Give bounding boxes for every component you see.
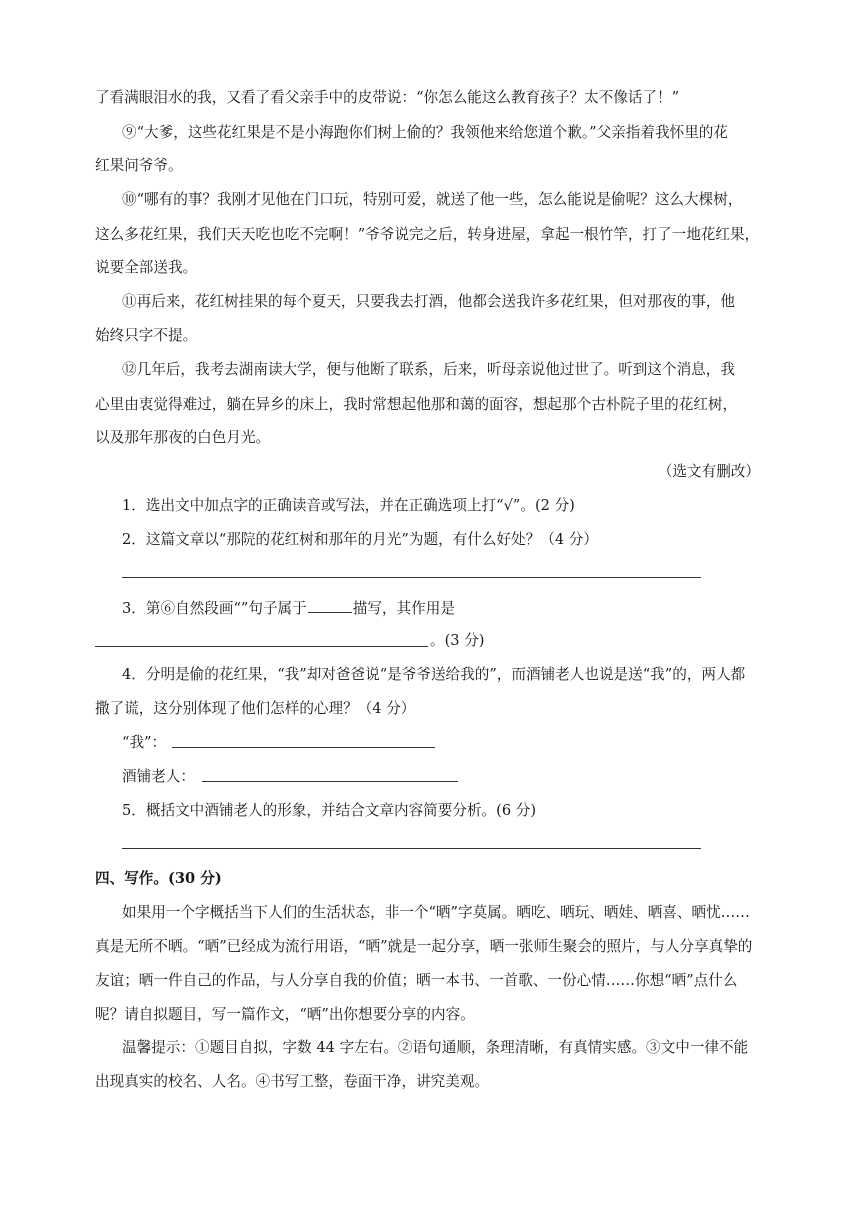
- answer-line-shopkeeper[interactable]: [202, 781, 458, 782]
- paragraph-8-tail: 了看满眼泪水的我，又看了看父亲手中的皮带说：“你怎么能这么教育孩子？太不像话了！”: [95, 89, 680, 106]
- question-1: 1．选出文中加点字的正确读音或写法，并在正确选项上打“√”。(2 分): [122, 497, 575, 514]
- paragraph-11-line-2: 始终只字不提。: [95, 327, 198, 344]
- section-heading-writing: 四、写作。(30 分): [95, 870, 222, 887]
- question-5: 5．概括文中酒铺老人的形象，并结合文章内容简要分析。(6 分): [122, 802, 537, 819]
- writing-prompt-line-3: 友谊；晒一件自己的作品，与人分享自我的价值；晒一本书、一首歌、一份心情……你想“晒”点什么: [95, 972, 738, 989]
- answer-blank-q3[interactable]: [308, 598, 352, 613]
- question-3-prefix: 3．第⑥自然段画“”句子属于: [122, 600, 307, 617]
- answer-label-me: “我”：: [122, 734, 167, 751]
- paragraph-12-line-3: 以及那年那夜的白色月光。: [95, 429, 271, 446]
- answer-line-me[interactable]: [172, 747, 435, 748]
- paragraph-12-line-1: ⑫几年后，我考去湖南读大学，便与他断了联系，后来，听母亲说他过世了。听到这个消息，我: [122, 361, 735, 378]
- question-4-line-2: 撒了谎，这分别体现了他们怎样的心理？（4 分）: [95, 700, 416, 717]
- paragraph-9-line-1: ⑨“大爹，这些花红果是不是小海跑你们树上偷的？我领他来给您道个歉。”父亲指着我怀里的花: [122, 124, 728, 141]
- question-3-suffix: 描写，其作用是: [352, 600, 455, 617]
- answer-label-shopkeeper: 酒铺老人：: [122, 768, 195, 785]
- writing-prompt-line-1: 如果用一个字概括当下人们的生活状态，非一个“晒”字莫属。晒吃、晒玩、晒娃、晒喜、晒忧……: [122, 904, 750, 921]
- paragraph-9-line-2: 红果问爷爷。: [95, 157, 183, 174]
- paragraph-10-line-2: 这么多花红果，我们天天吃也吃不完啊！”爷爷说完之后，转身进屋，拿起一根竹竿，打了一地花红果，: [95, 226, 760, 243]
- question-3: [122, 598, 455, 619]
- writing-prompt-line-4: 呢？请自拟题目，写一篇作文，“晒”出你想要分享的内容。: [95, 1006, 475, 1023]
- paragraph-10-line-1: ⑩“哪有的事？我刚才见他在门口玩，特别可爱，就送了他一些，怎么能说是偷呢？这么大棵树，: [122, 191, 743, 208]
- writing-tips-line-2: 出现真实的校名、人名。④书写工整，卷面干净，讲究美观。: [95, 1073, 490, 1090]
- paragraph-10-line-3: 说要全部送我。: [95, 259, 198, 276]
- question-3-score: 。(3 分): [430, 632, 485, 649]
- source-note: （选文有删改）: [657, 463, 760, 480]
- answer-line-q5[interactable]: [122, 848, 701, 849]
- question-4-line-1: 4．分明是偷的花红果，“我”却对爸爸说“是爷爷送给我的”，而酒铺老人也说是送“我”的，两人都: [122, 666, 746, 683]
- paragraph-11-line-1: ⑪再后来，花红树挂果的每个夏天，只要我去打酒，他都会送我许多花红果，但对那夜的事，他: [122, 293, 735, 310]
- answer-line-q3[interactable]: [95, 646, 428, 647]
- writing-tips-line-1: 温馨提示：①题目自拟，字数 44 字左右。②语句通顺，条理清晰，有真情实感。③文中一律不能: [122, 1039, 749, 1056]
- paragraph-12-line-2: 心里由衷觉得难过，躺在异乡的床上，我时常想起他那和蔼的面容，想起那个古朴院子里的花红树，: [95, 396, 738, 413]
- question-2: 2．这篇文章以“那院的花红树和那年的月光”为题，有什么好处？（4 分）: [122, 531, 598, 548]
- answer-line-q2[interactable]: [122, 577, 701, 578]
- writing-prompt-line-2: 真是无所不晒。“晒”已经成为流行用语，“晒”就是一起分享，晒一张师生聚会的照片，与人分享真挚的: [95, 938, 753, 955]
